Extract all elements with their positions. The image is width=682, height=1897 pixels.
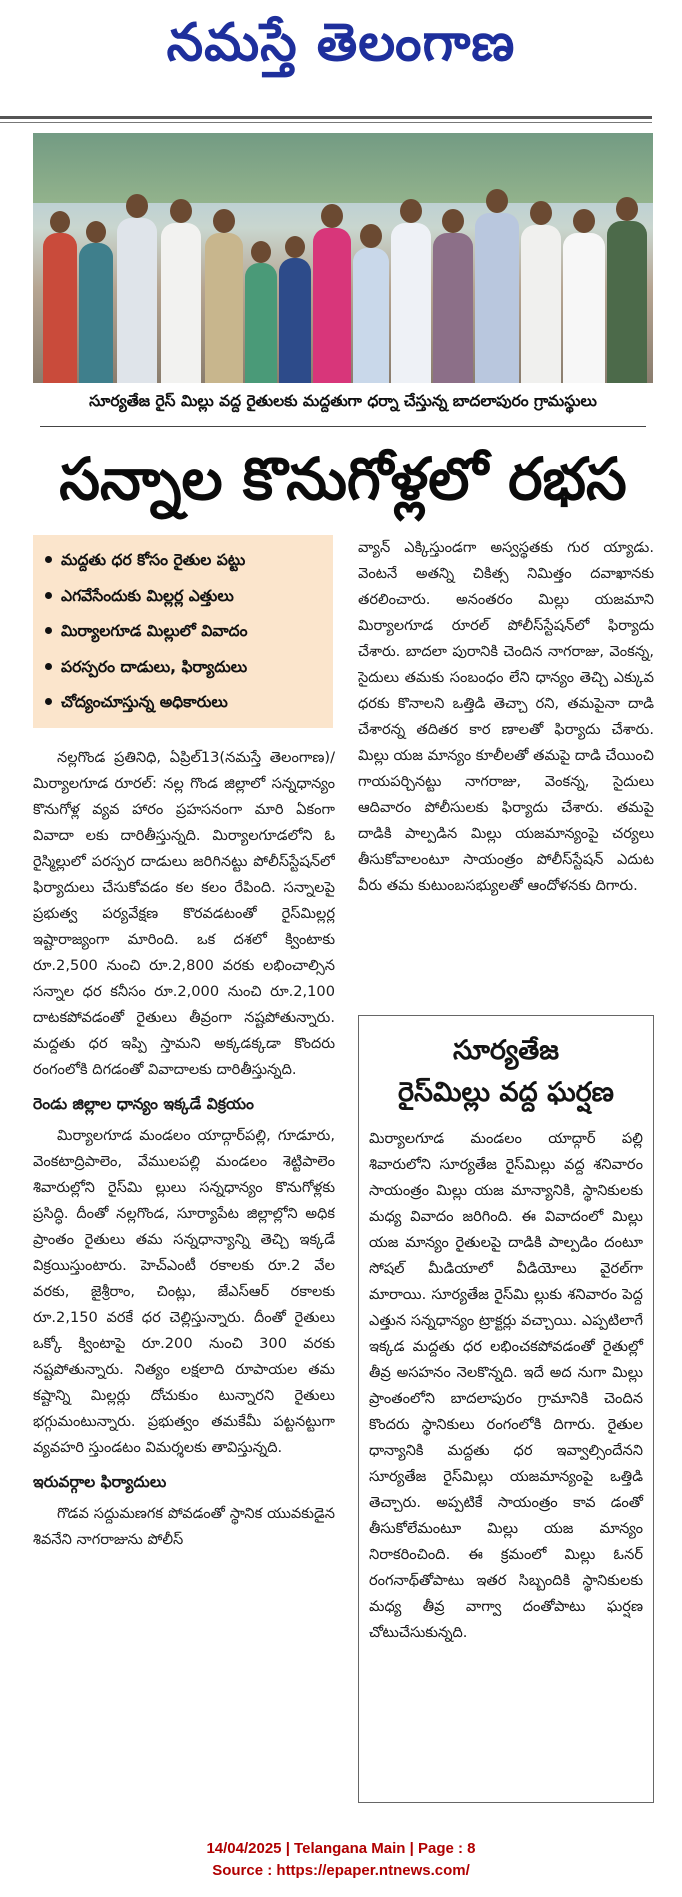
- photo-crowd: [33, 193, 653, 383]
- article-para-3: గొడవ సద్దుమణగక పోవడంతో స్థానిక యువకుడైన శివనేని నాగరాజును పోలీస్: [33, 1505, 335, 1548]
- subheading-two-districts: రెండు జిల్లాల ధాన్యం ఇక్కడే విక్రయం: [33, 1095, 254, 1113]
- article-intro: నల్లగొండ ప్రతినిధి, ఏప్రిల్13(నమస్తే తెలంగాణ)/మిర్యాలగూడ రూరల్: నల్ల గొండ జిల్లాలో సన్నధాన్యం కొనుగోళ్ల వ్యవ హారం ప్రహసనంగా మారి ఏకంగా వివాదా లకు దారితీస్తున్నది. మిర్యాలగూడలోని ఓ రైస్మిల్లులో పరస్పర దాడులు జరిగినట్టు పోలీస్‌స్టేషన్‌లో ఫిర్యాదులు చేసుకోవడం కల కలం రేపింది. సన్నాలపై ప్రభుత్వ పర్యవేక్షణ కొరవడటంతో రైస్‌మిల్లర్ల ఇష్టారాజ్యంగా మారింది. ఒక దశలో క్వింటాకు రూ.2,500 నుంచి రూ.2,800 వరకు లభించాల్సిన సన్నాల ధర కనీసం రూ.2,000 నుంచి రూ.2,100 దాటకపోవడంతో రైతులు తీవ్రంగా నష్టపోతున్నారు. మద్దతు ధర ఇప్పి స్తామని అక్కడక్కడా కొందరు రంగంలోకి దిగడంతో వివాదాలకు దారితీస్తున్నది.: [33, 749, 335, 1078]
- photo-caption: సూర్యతేజ రైస్ మిల్లు వద్ద రైతులకు మద్దతుగా ధర్నా చేస్తున్న బాదలాపురం గ్రామస్థులు: [89, 392, 597, 410]
- masthead-rule: [0, 116, 652, 119]
- footer-source: Source : https://epaper.ntnews.com/: [212, 1862, 470, 1879]
- highlights-box: [33, 535, 333, 728]
- caption-rule: [40, 426, 646, 427]
- subheading-complaints: ఇరువర్గాల ఫిర్యాదులు: [33, 1473, 167, 1491]
- highlight-item: చోద్యంచూస్తున్న అధికారులు: [43, 689, 325, 725]
- article-continuation: వ్యాన్ ఎక్కిస్తుండగా అస్వస్థతకు గుర య్యాడు. వెంటనే అతన్ని చికిత్స నిమిత్తం దవాఖానకు తరలించారు. అనంతరం మిల్లు యజమాని మిర్యాలగూడ రూరల్ పోలీస్‌స్టేషన్‌లో ఫిర్యాదు చేశారు. బాదలా పురానికి చెందిన నాగరాజు, వెంకన్న, సైదులు తమకు సంబంధం లేని ధాన్యం తెచ్చి ఎక్కువ ధరకు కొనాలని ఒత్తిడి తెచ్చా రని, తమపైనా దాడి చేశారన్న తదితర కార ణాలతో ఫిర్యాదు చేశారు. మిల్లు యజ మాన్యం కూలీలతో తమపై దాడి చేయించి గాయపర్చినట్టు నాగరాజు, వెంకన్న, సైదులు ఆదివారం పోలీసులకు ఫిర్యాదు చేశారు. తమపై దాడికి పాల్పడిన మిల్లు యజమాన్యంపై చర్యలు తీసుకోవాలంటూ సాయంత్రం పోలీస్‌స్టేషన్ ఎదుట వీరు తమ కుటుంబసభ్యులతో ఆందోళనకు దిగారు.: [358, 539, 654, 894]
- article-para-2: మిర్యాలగూడ మండలం యాద్గార్‌పల్లి, గూడూరు, వెంకటాద్రిపాలెం, వేములపల్లి మండలం శెట్టిపాలెం శివారుల్లోని రైస్‌మి ల్లులు సన్నధాన్యం కొనుగోళ్లకు ప్రసిద్ధి. దీంతో నల్లగొండ, సూర్యాపేట జిల్లాల్లోని అధిక ప్రాంతం రైతులు తమ సన్నధాన్యాన్ని తెచ్చి ఇక్కడే విక్రయిస్తుంటారు. హెచ్ఎంటీ రకాలకు రూ.2 వేల వరకు, జైశ్రీరాం, చింట్లు, జేఎస్ఆర్ రకాలకు రూ.2,150 వరకే ధర చెల్లిస్తున్నారు. దీంతో రైతులు ఒక్కో క్వింటాపై రూ.200 నుంచి 300 వరకు నష్టపోతున్నారు. నిత్యం లక్షలాది రూపాయల తమ కష్టాన్ని మిల్లర్లు దోచుకుం టున్నారని రైతులు భగ్గుమంటున్నారు. ప్రభుత్వం తమకేమీ పట్టనట్టుగా వ్యవహరి స్తుండటం విమర్శలకు తావిస్తున్నది.: [33, 1127, 335, 1456]
- sidebar-title-line2: రైస్‌మిల్లు వద్ద ఘర్షణ: [398, 1077, 614, 1108]
- sidebar-text: మిర్యాలగూడ మండలం యాద్గార్ పల్లి శివారులోని సూర్యతేజ రైస్‌మిల్లు వద్ద శనివారం సాయంత్రం మిల్లు యజ మాన్యానికి, స్థానికులకు మధ్య వివాదం జరిగింది. ఈ వివాదంలో మిల్లు యజ మాన్యం రైతులపై దాడికి పాల్పడిం దంటూ సోషల్ మీడియాలో వీడియోలు వైరల్‌గా మారాయి. సూర్యతేజ రైస్‌మి ల్లుకు శనివారం పెద్ద ఎత్తున సన్నధాన్యం ట్రాక్టర్లు వచ్చాయి. ఎప్పటిలాగే ఇక్కడ మద్దతు ధర లభించకపోవడంతో రైతుల్లో తీవ్ర అసహనం నెలకొన్నది. ఇదే అద నుగా మిల్లు ప్రాంతంలోని బాదలాపురం గ్రామానికి చెందిన కొందరు స్థానికులు రంగంలోకి దిగారు. రైతుల ధాన్యానికి మద్దతు ధర ఇవ్వాల్సిందేనని సూర్యతేజ రైస్‌మిల్లు యజమాన్యంపై ఒత్తిడి తెచ్చారు. అప్పటికే సాయంత్రం కావ డంతో తీసుకోలేమంటూ మిల్లు యజ మాన్యం నిరాకరించింది. ఈ క్రమంలో మిల్లు ఓనర్ రంగనాథ్‌తోపాటు ఇతర సిబ్బందికి స్థానికులకు మధ్య తీవ్ర వాగ్వా దంతోపాటు ఘర్షణ చోటుచేసుకున్నది.: [369, 1130, 643, 1641]
- masthead-rule-thin: [0, 122, 652, 123]
- article-right-column: [358, 535, 654, 1005]
- sidebar-story: [358, 1015, 654, 1803]
- page-footer: [0, 1838, 682, 1882]
- highlight-item: ఎగవేసేందుకు మిల్లర్ల ఎత్తులు: [43, 583, 325, 619]
- highlight-item: పరస్పరం దాడులు, ఫిర్యాదులు: [43, 654, 325, 690]
- article-left-column: [33, 745, 335, 1815]
- news-photo: [33, 133, 653, 383]
- masthead-logo: నమస్తే తెలంగాణ: [166, 12, 516, 73]
- headline: సన్నాల కొనుగోళ్లలో రభస: [59, 445, 627, 513]
- highlight-item: మిర్యాలగూడ మిల్లులో వివాదం: [43, 618, 325, 654]
- sidebar-title-line1: సూర్యతేజ: [452, 1035, 560, 1066]
- footer-date-edition: 14/04/2025 | Telangana Main | Page : 8: [206, 1840, 476, 1857]
- highlight-item: మద్దతు ధర కోసం రైతుల పట్టు: [43, 547, 325, 583]
